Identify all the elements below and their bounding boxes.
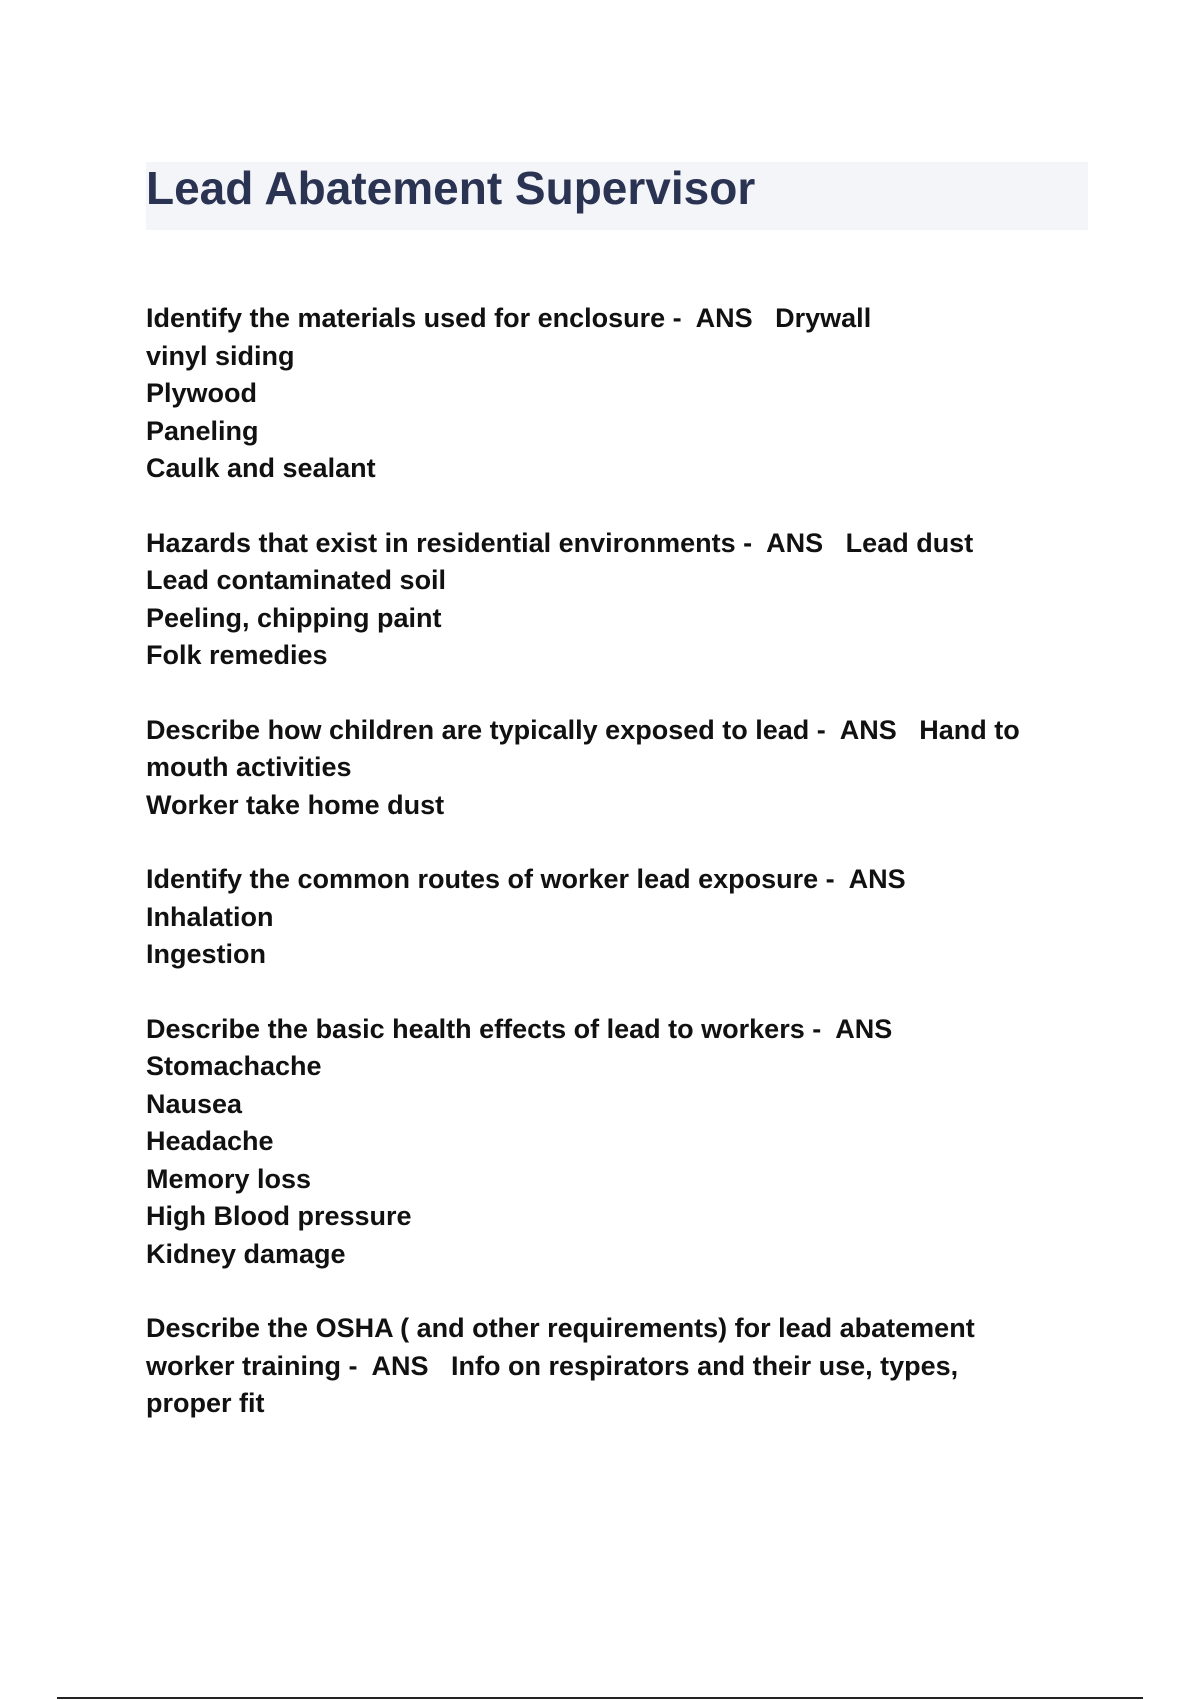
qa-item — [146, 1011, 1086, 1274]
answer-line: Paneling — [146, 415, 259, 446]
question-line: mouth activities — [146, 752, 352, 782]
qa-list — [146, 300, 1086, 1460]
qa-item — [146, 525, 1086, 675]
answer-line: Memory loss — [146, 1163, 312, 1194]
answer-line: Folk remedies — [146, 640, 328, 670]
answer-line: Lead contaminated soil — [146, 565, 447, 595]
question-line: Identify the materials used for enclosure - ANS Drywall — [146, 303, 872, 333]
question-line: worker training - ANS Info on respirators and their use, types, — [146, 1350, 959, 1381]
answer-line: Peeling, chipping paint — [146, 602, 442, 633]
answer-line: Plywood — [146, 378, 258, 408]
answer-line: Headache — [146, 1126, 274, 1156]
answer-line: Kidney damage — [146, 1238, 346, 1269]
answer-line: Ingestion — [146, 939, 266, 969]
qa-item — [146, 300, 1086, 488]
page-title: Lead Abatement Supervisor — [146, 162, 756, 214]
question-line: Describe the OSHA ( and other requirements) for lead abatement — [146, 1313, 975, 1343]
answer-line: Stomachache — [146, 1051, 322, 1081]
question-line: Describe how children are typically exposed to lead - ANS Hand to — [146, 714, 1020, 745]
question-line: Hazards that exist in residential environments - ANS Lead dust — [146, 527, 974, 558]
qa-item — [146, 712, 1086, 825]
answer-line: Worker take home dust — [146, 789, 445, 820]
answer-line: Nausea — [146, 1088, 243, 1119]
answer-line: Caulk and sealant — [146, 453, 376, 483]
answer-line: High Blood pressure — [146, 1201, 412, 1231]
qa-item — [146, 861, 1086, 974]
answer-line: vinyl siding — [146, 340, 295, 371]
qa-item — [146, 1310, 1086, 1423]
answer-line: proper fit — [146, 1388, 265, 1418]
footer-divider — [57, 1697, 1143, 1699]
answer-line: Inhalation — [146, 901, 274, 932]
question-line: Describe the basic health effects of lead to workers - ANS — [146, 1013, 893, 1044]
question-line: Identify the common routes of worker lead exposure - ANS — [146, 864, 906, 894]
